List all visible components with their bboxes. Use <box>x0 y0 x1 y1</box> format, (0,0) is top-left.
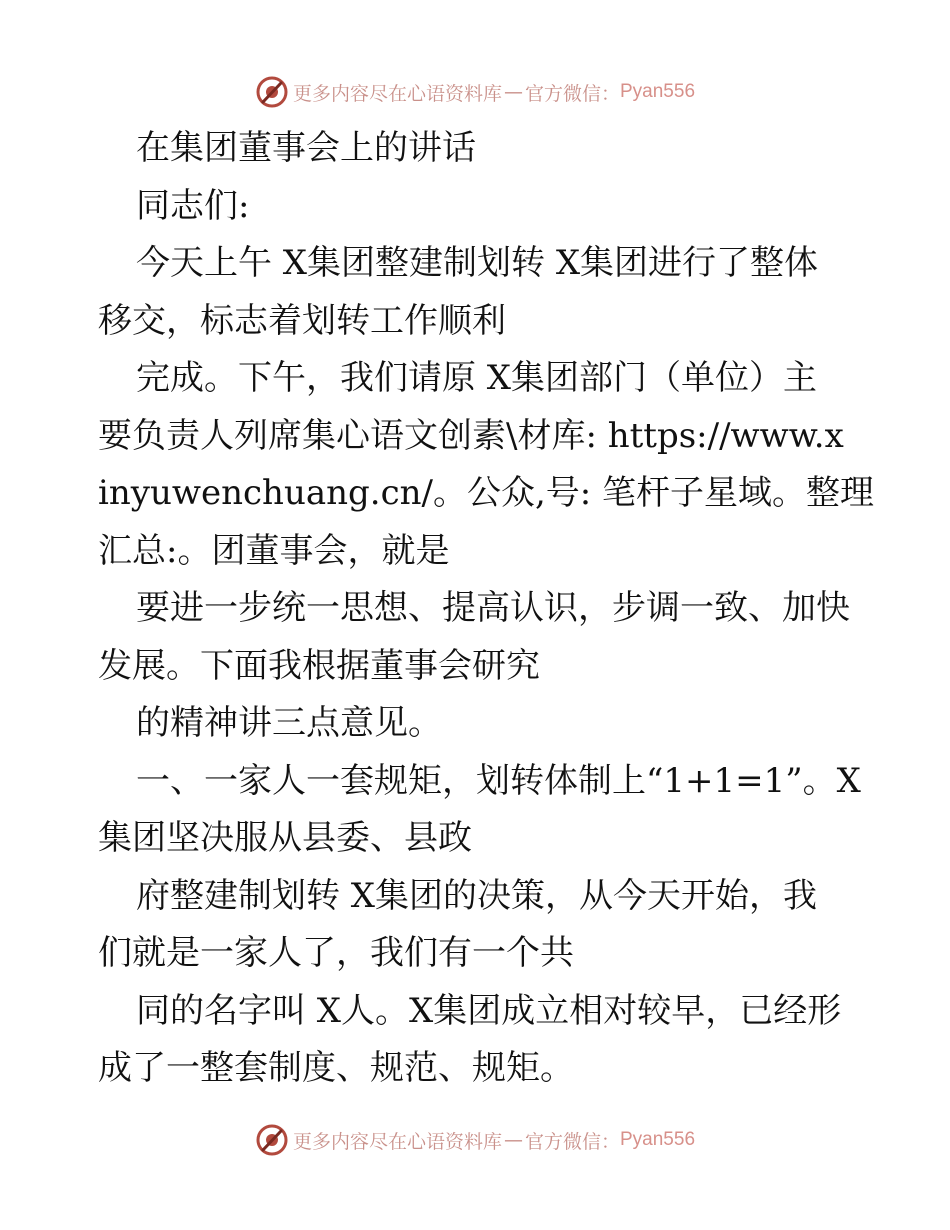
text-line: 要进一步统一思想、提高认识，步调一致、加快 <box>136 588 850 628</box>
document-body <box>98 120 875 1098</box>
banner-wechat-id: Pyan556 <box>620 1129 696 1150</box>
brand-logo-icon <box>255 1123 289 1157</box>
banner-dash: — <box>503 1129 523 1151</box>
text-line: 汇总:。团董事会，就是 <box>98 530 450 571</box>
text-line: 的精神讲三点意见。 <box>136 703 442 743</box>
banner-dash: — <box>503 81 523 103</box>
text-line: 移交，标志着划转工作顺利 <box>98 300 506 341</box>
text-line: 要负责人列席集心语文创素\材库: https://www.x <box>98 415 844 456</box>
footer-banner <box>0 1120 950 1160</box>
text-line: 发展。下面我根据董事会研究 <box>98 645 540 686</box>
text-line: 同志们: <box>136 185 250 226</box>
text-line: 在集团董事会上的讲话 <box>136 128 476 168</box>
text-line: 完成。下午，我们请原 X集团部门（单位）主 <box>136 358 818 398</box>
text-line: 集团坚决服从县委、县政 <box>98 818 472 858</box>
brand-logo-icon <box>255 75 289 109</box>
banner-wechat-label: 官方微信： <box>524 1130 620 1153</box>
banner-brand-text: 更多内容尽在心语资料库 <box>292 82 502 105</box>
banner-wechat-id: Pyan556 <box>620 81 696 102</box>
text-line: 同的名字叫 X人。X集团成立相对较早，已经形 <box>136 990 842 1031</box>
header-banner <box>0 72 950 112</box>
text-line: 成了一整套制度、规范、规矩。 <box>98 1048 574 1088</box>
text-line: 一、一家人一套规矩，划转体制上“1+1=1”。X <box>136 760 861 801</box>
text-line: 们就是一家人了，我们有一个共 <box>98 933 574 973</box>
banner-wechat-label: 官方微信： <box>524 82 620 105</box>
text-line: 府整建制划转 X集团的决策，从今天开始，我 <box>136 875 818 916</box>
text-line: inyuwenchuang.cn/。公众,号: 笔杆子星域。整理 <box>98 473 875 513</box>
banner-brand-text: 更多内容尽在心语资料库 <box>292 1130 502 1153</box>
text-line: 今天上午 X集团整建制划转 X集团进行了整体 <box>136 243 819 283</box>
